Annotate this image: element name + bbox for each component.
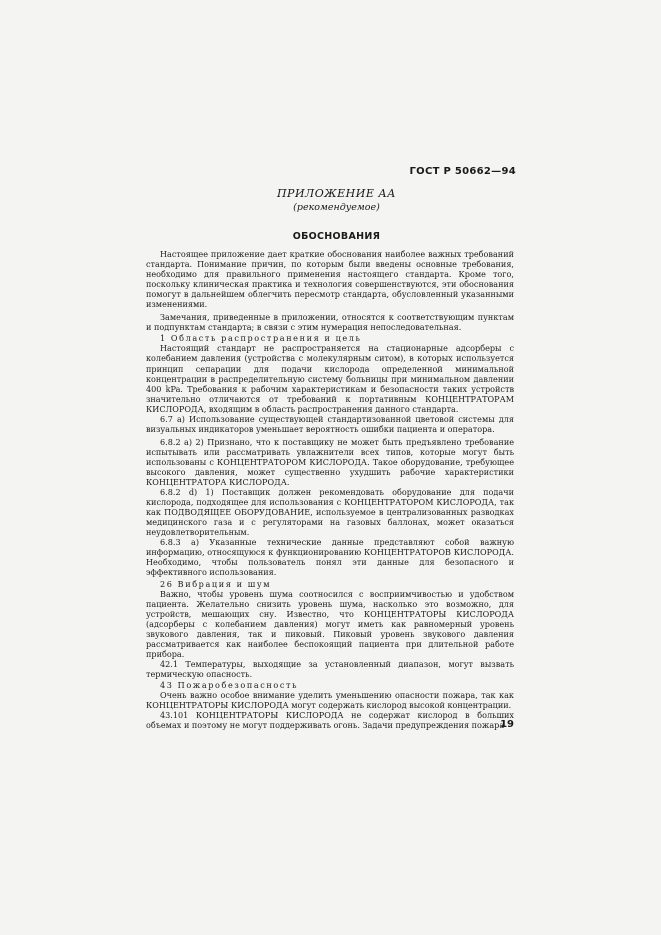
body-text bbox=[146, 249, 514, 730]
standard-designation: ГОСТ Р 50662—94 bbox=[409, 166, 516, 177]
paragraph-remarks: Замечания, приведенные в приложении, относятся к соответствующим пунктам и подпунктам стандарта; в связи с этим нумерация непоследовательная. bbox=[146, 312, 514, 333]
section-title-vibration: 26 Вибрация и шум bbox=[160, 578, 272, 589]
section-title-fire: 43 Пожаробезопасность bbox=[160, 679, 299, 690]
paragraph-intro: Настоящее приложение дает краткие обоснования наиболее важных требований стандарта. Понимание причин, по которым были введены основные требования, необходимо для правильного применения настоящего стандарта. Кроме того, поскольку клиническая практика и технология совершенствуются, эти обоснования помогут в дальнейшем облегчить пересмотр стандарта, обусловленный указанными изменениями. bbox=[146, 249, 514, 310]
paragraph-42-1: 42.1 Температуры, выходящие за установленный диапазон, могут вызвать термическую опасность. bbox=[146, 658, 514, 679]
paragraph-6-8-2-d: 6.8.2 d) 1) Поставщик должен рекомендовать оборудование для подачи кислорода, подходящее для использования с КОНЦЕНТРАТОРОМ КИСЛОРОДА, так как ПОДВОДЯЩЕЕ ОБОРУДОВАНИЕ, используемое в централизованных разводках медицинского газа и с регуляторами на газовых баллонах, может оказаться неудовлетворительным. bbox=[146, 487, 514, 538]
section-heading: ОБОСНОВАНИЯ bbox=[292, 231, 381, 242]
paragraph-43-101: 43.101 КОНЦЕНТРАТОРЫ КИСЛОРОДА не содержат кислород в больших объемах и поэтому не могут поддерживать огонь. Задачи предупреждения пожара bbox=[146, 710, 514, 731]
paragraph-6-8-3: 6.8.3 а) Указанные технические данные представляют собой важную информацию, относящуюся к функционированию КОНЦЕНТРАТОРОВ КИСЛОРОДА. Необходимо, чтобы пользователь понял эти данные для безопасного и эффективного использования. bbox=[146, 537, 514, 578]
paragraph-6-7: 6.7 а) Использование существующей стандартизованной цветовой системы для визуальных индикаторов уменьшает вероятность ошибки пациента и оператора. bbox=[146, 413, 514, 434]
paragraph-6-8-2-a: 6.8.2 а) 2) Признано, что к поставщику не может быть предъявлено требование испытывать или рассматривать увлажнители всех типов, которые могут быть использованы с КОНЦЕНТРАТОРОМ КИСЛОРОДА. Такое оборудование, требующее высокого давления, может существенно ухудшить рабочие характеристики КОНЦЕНТРАТОРА КИСЛОРОДА. bbox=[146, 436, 514, 488]
paragraph-scope: Настоящий стандарт не распространяется на стационарные адсорберы с колебанием давления (устройства с молекулярным ситом), в которых используется принцип сепарации для подачи кислорода определенной минимальной концентрации в распределительную систему больницы при минимальном давлении 400 kPa. Требования к рабочим характеристикам и безопасности таких устройств значительно отличаются от требований к портативным КОНЦЕНТРАТОРАМ КИСЛОРОДА, входящим в область распространения данного стандарта. bbox=[146, 343, 514, 414]
section-title-scope: 1 Область распространения и цель bbox=[160, 333, 362, 344]
paragraph-noise: Важно, чтобы уровень шума соотносился с восприимчивостью и удобством пациента. Желательно снизить уровень шума, насколько это возможно, для устройств, мешающих сну. Известно, что КОНЦЕНТРАТОРЫ КИСЛОРОДА (адсорберы с колебанием давления) могут иметь как равномерный уровень звукового давления, так и пиковый. Пиковый уровень звукового давления рассматривается как наиболее беспокоящий пациента при длительной работе прибора. bbox=[146, 588, 514, 659]
appendix-title: ПРИЛОЖЕНИЕ АА bbox=[276, 187, 397, 200]
page-number: 19 bbox=[500, 719, 514, 730]
paragraph-fire: Очень важно особое внимание уделить уменьшению опасности пожара, так как КОНЦЕНТРАТОРЫ КИСЛОРОДА могут содержать кислород высокой концентрации. bbox=[146, 690, 514, 711]
appendix-note: (рекомендуемое) bbox=[293, 202, 380, 213]
